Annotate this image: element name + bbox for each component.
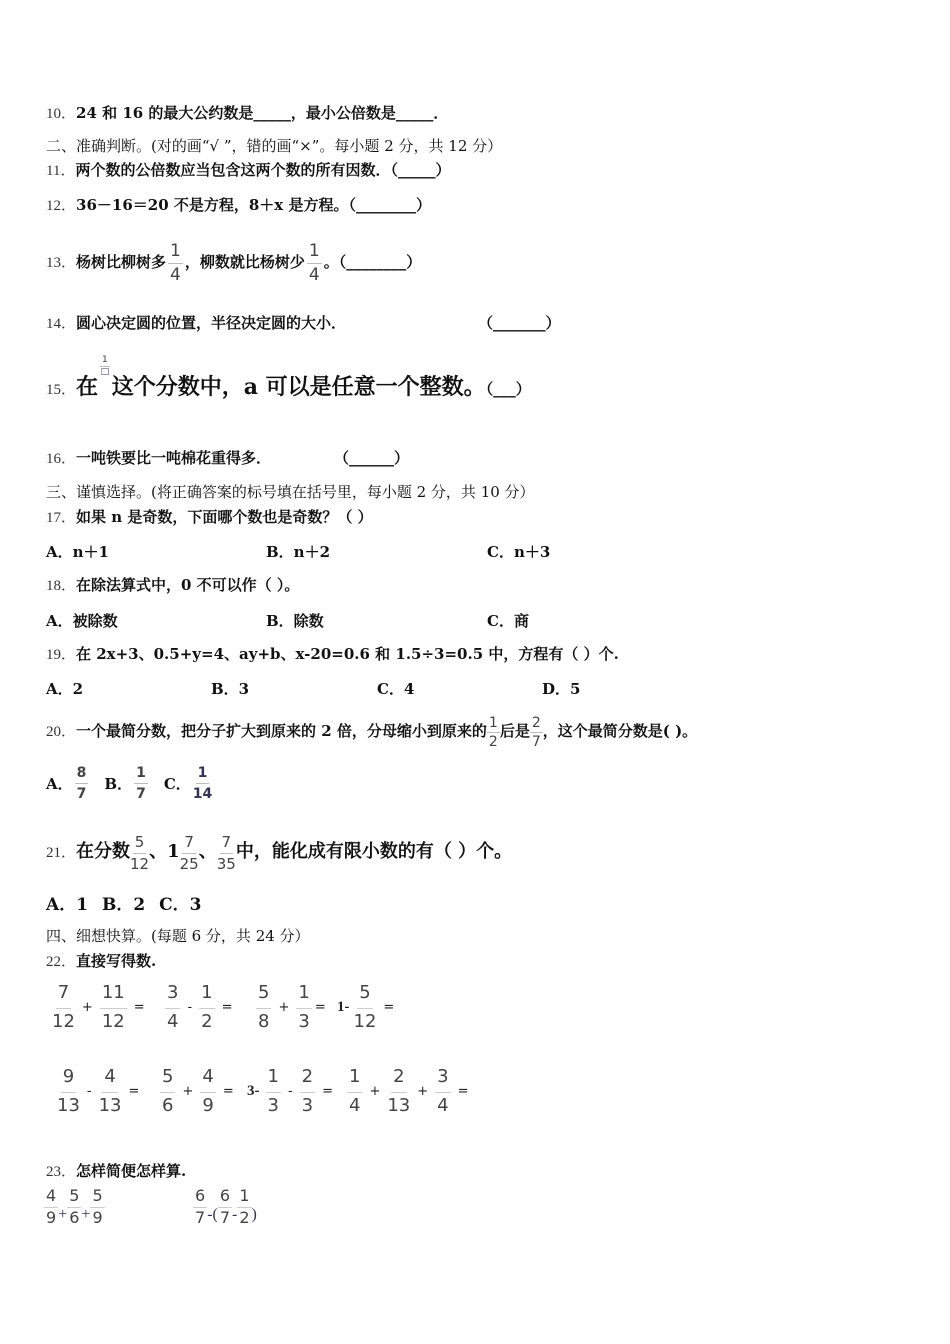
option-c[interactable]: C．n＋3 bbox=[487, 543, 551, 561]
question-text: 两个数的公倍数应当包含这两个数的所有因数．（_____） bbox=[75, 161, 451, 179]
question-number: 13． bbox=[46, 255, 77, 271]
operator: + bbox=[369, 1084, 381, 1099]
fraction bbox=[75, 766, 89, 801]
denominator: 12 bbox=[101, 1011, 125, 1032]
numerator: 1 bbox=[296, 984, 311, 1009]
numerator: 11 bbox=[100, 984, 127, 1009]
question-number: 16． bbox=[46, 451, 77, 467]
option-label: A． bbox=[46, 775, 73, 793]
operator: + bbox=[278, 1000, 290, 1015]
numerator: 4 bbox=[102, 1068, 117, 1093]
question-18 bbox=[46, 575, 299, 596]
denominator: 4 bbox=[170, 264, 181, 285]
fraction bbox=[44, 1188, 58, 1226]
operator: - bbox=[187, 1000, 193, 1015]
operator: - bbox=[232, 1206, 238, 1223]
denominator: 13 bbox=[57, 1095, 80, 1116]
calc-item bbox=[55, 1068, 144, 1115]
fraction bbox=[165, 984, 180, 1031]
question-21 bbox=[46, 824, 512, 880]
operator: - bbox=[287, 1084, 293, 1099]
numerator: 1 bbox=[307, 243, 322, 264]
question-number: 12． bbox=[46, 198, 77, 214]
fraction bbox=[134, 766, 148, 801]
numerator: 5 bbox=[357, 984, 372, 1009]
fraction bbox=[256, 984, 271, 1031]
question-number: 18． bbox=[46, 578, 77, 594]
numerator: 7 bbox=[182, 835, 196, 854]
numerator: 6 bbox=[218, 1188, 232, 1208]
fraction bbox=[90, 1188, 104, 1226]
operator: - bbox=[86, 1084, 92, 1099]
fraction bbox=[193, 1188, 207, 1226]
fraction bbox=[216, 832, 236, 873]
denominator: 9 bbox=[46, 1208, 57, 1227]
answer-blank: （___） bbox=[485, 380, 531, 398]
section-4-title: 四、细想快算。(每题 6 分，共 24 分） bbox=[46, 927, 310, 945]
denominator: 4 bbox=[437, 1095, 449, 1116]
operator: + bbox=[182, 1084, 194, 1099]
equals: = bbox=[383, 1000, 395, 1015]
question-text: 直接写得数. bbox=[76, 952, 157, 970]
numerator: 1 bbox=[266, 1068, 281, 1093]
denominator: 2 bbox=[201, 1011, 213, 1032]
calc-item bbox=[247, 1068, 338, 1115]
denominator: 3 bbox=[267, 1095, 279, 1116]
denominator: 35 bbox=[216, 854, 236, 873]
question-text: 24 和 16 的最大公约数是_____，最小公倍数是_____． bbox=[76, 104, 449, 122]
fraction bbox=[530, 716, 543, 749]
calc-item bbox=[158, 1068, 239, 1115]
equals: = bbox=[221, 1000, 233, 1015]
option-b[interactable]: B．2 bbox=[101, 895, 146, 915]
denominator: 8 bbox=[258, 1011, 270, 1032]
fraction bbox=[99, 1068, 122, 1115]
leading-term: 3- bbox=[247, 1083, 260, 1099]
operator: + bbox=[58, 1206, 68, 1223]
question-number: 21． bbox=[46, 845, 77, 861]
question-text: 圆心决定圆的位置，半径决定圆的大小． bbox=[76, 314, 347, 332]
denominator: □ bbox=[100, 367, 110, 377]
fraction bbox=[160, 1068, 175, 1115]
question-text: 在 bbox=[76, 374, 99, 400]
question-text: 中，能化成有限小数的有（ ）个。 bbox=[235, 841, 513, 862]
calc-item bbox=[345, 1068, 474, 1115]
operator: + bbox=[81, 1206, 91, 1223]
numerator: 1 bbox=[488, 714, 498, 731]
fraction bbox=[218, 1188, 232, 1226]
question-text: 。（________） bbox=[323, 253, 422, 271]
numerator: 5 bbox=[256, 984, 271, 1009]
question-text: 一个最简分数，把分子扩大到原来的 2 倍，分母缩小到原来的 bbox=[76, 722, 487, 740]
denominator: 6 bbox=[69, 1208, 80, 1227]
denominator: 25 bbox=[179, 854, 199, 873]
q20-options bbox=[46, 766, 214, 801]
question-text: 这个分数中，a 可以是任意一个整数。 bbox=[111, 374, 486, 400]
numerator: 9 bbox=[61, 1068, 76, 1093]
denominator: 13 bbox=[387, 1095, 411, 1116]
question-20 bbox=[46, 706, 697, 756]
numerator: 1 bbox=[237, 1188, 251, 1208]
numerator: 2 bbox=[531, 714, 541, 731]
question-text: ，柳数就比杨树少 bbox=[184, 253, 305, 271]
option-c[interactable]: C．4 bbox=[377, 680, 415, 698]
option-a[interactable]: A．1 bbox=[46, 895, 89, 915]
option-a[interactable]: A．被除数 bbox=[46, 612, 118, 630]
numerator: 5 bbox=[160, 1068, 175, 1093]
question-text: 在除法算式中，0 不可以作（ ）。 bbox=[76, 576, 300, 594]
option-a[interactable] bbox=[46, 766, 90, 801]
fraction bbox=[52, 984, 75, 1031]
numerator: 1 bbox=[168, 243, 183, 264]
operator: -( bbox=[207, 1206, 218, 1223]
option-b[interactable] bbox=[104, 766, 149, 801]
question-number: 17． bbox=[46, 510, 77, 526]
question-number: 14． bbox=[46, 316, 77, 332]
question-17 bbox=[46, 507, 373, 528]
question-16 bbox=[46, 448, 410, 469]
option-a[interactable]: A．n＋1 bbox=[46, 543, 109, 561]
question-number: 22． bbox=[46, 954, 77, 970]
question-23 bbox=[46, 1161, 186, 1182]
numerator: 8 bbox=[75, 766, 89, 784]
question-14 bbox=[46, 313, 561, 334]
denominator: 9 bbox=[202, 1095, 214, 1116]
answer-blank: （_______） bbox=[478, 314, 561, 332]
question-number: 20． bbox=[46, 724, 77, 740]
equals: = bbox=[314, 1000, 326, 1015]
fraction bbox=[130, 832, 150, 873]
question-19 bbox=[46, 644, 619, 665]
fraction bbox=[387, 1068, 410, 1115]
denominator: 7 bbox=[76, 786, 87, 802]
numerator: 5 bbox=[133, 835, 147, 854]
calc-item bbox=[337, 984, 399, 1031]
section-2-title: 二、准确判断。(对的画“√ ”，错的画“×”。每小题 2 分，共 12 分） bbox=[46, 137, 503, 155]
simplify-expression-2 bbox=[193, 1188, 257, 1226]
fraction bbox=[307, 240, 322, 285]
option-label: B． bbox=[104, 775, 133, 793]
numerator: 4 bbox=[44, 1188, 58, 1208]
calc-item bbox=[254, 984, 331, 1031]
question-text: 杨树比柳树多 bbox=[76, 253, 167, 271]
fraction bbox=[347, 1068, 362, 1115]
option-c[interactable] bbox=[164, 766, 214, 801]
numerator: 6 bbox=[193, 1188, 207, 1208]
fraction bbox=[237, 1188, 251, 1226]
question-number: 19． bbox=[46, 647, 77, 663]
question-text: 一吨铁要比一吨棉花重得多． bbox=[76, 449, 272, 467]
numerator: 5 bbox=[90, 1188, 104, 1208]
question-13 bbox=[46, 232, 421, 292]
denominator: 7 bbox=[136, 786, 146, 802]
option-c[interactable]: C．3 bbox=[159, 895, 202, 915]
operator: + bbox=[417, 1084, 429, 1099]
fraction bbox=[168, 240, 183, 285]
fraction bbox=[300, 1068, 315, 1115]
question-text: 后是 bbox=[499, 722, 530, 740]
question-22 bbox=[46, 951, 156, 972]
option-c[interactable]: C．商 bbox=[487, 612, 529, 630]
question-10 bbox=[46, 103, 448, 124]
numerator: 3 bbox=[435, 1068, 450, 1093]
question-text: 、 bbox=[198, 841, 217, 862]
option-a[interactable]: A．2 bbox=[46, 680, 84, 698]
question-number: 11． bbox=[46, 163, 76, 179]
leading-term: 1- bbox=[337, 999, 350, 1015]
denominator: 3 bbox=[298, 1011, 310, 1032]
question-11 bbox=[46, 160, 450, 181]
numerator: 1 bbox=[347, 1068, 362, 1093]
fraction bbox=[67, 1188, 81, 1226]
question-text: ，这个最简分数是( )。 bbox=[542, 722, 698, 740]
equals: = bbox=[133, 1000, 145, 1015]
option-d[interactable]: D．5 bbox=[542, 680, 581, 698]
numerator: 4 bbox=[200, 1068, 215, 1093]
denominator: 6 bbox=[162, 1095, 174, 1116]
question-text: 如果 n 是奇数，下面哪个数也是奇数？（ ） bbox=[76, 508, 373, 526]
denominator: 4 bbox=[167, 1011, 179, 1032]
equals: = bbox=[457, 1084, 469, 1099]
question-number: 10． bbox=[46, 106, 77, 122]
numerator: 3 bbox=[165, 984, 180, 1009]
fraction bbox=[100, 984, 127, 1031]
operator: + bbox=[81, 1000, 93, 1015]
option-b[interactable]: B．n＋2 bbox=[266, 543, 331, 561]
fraction bbox=[193, 766, 212, 801]
denominator: 12 bbox=[52, 1011, 75, 1032]
option-b[interactable]: B．除数 bbox=[266, 612, 324, 630]
numerator: 2 bbox=[391, 1068, 406, 1093]
question-text: 在分数 bbox=[76, 841, 131, 862]
fraction bbox=[435, 1068, 450, 1115]
fraction bbox=[266, 1068, 281, 1115]
denominator: 4 bbox=[308, 264, 320, 285]
question-15 bbox=[46, 355, 531, 412]
fraction bbox=[354, 984, 377, 1031]
denominator: 2 bbox=[239, 1208, 250, 1227]
option-label: C． bbox=[163, 775, 191, 793]
denominator: 7 bbox=[531, 733, 541, 750]
denominator: 12 bbox=[130, 854, 150, 873]
question-12 bbox=[46, 195, 431, 216]
question-text: 36－16＝20 不是方程，8＋x 是方程。（________） bbox=[76, 196, 431, 214]
denominator: 14 bbox=[192, 786, 213, 802]
close-paren: ) bbox=[251, 1206, 257, 1223]
fraction bbox=[57, 1068, 80, 1115]
fraction bbox=[200, 1068, 215, 1115]
option-b[interactable]: B．3 bbox=[211, 680, 250, 698]
denominator: 13 bbox=[98, 1095, 122, 1116]
q21-options bbox=[46, 890, 201, 915]
equals: = bbox=[222, 1084, 234, 1099]
numerator: 1 bbox=[199, 984, 214, 1009]
fraction bbox=[199, 984, 214, 1031]
denominator: 7 bbox=[195, 1208, 206, 1227]
simplify-expression-1 bbox=[44, 1188, 105, 1226]
denominator: 3 bbox=[301, 1095, 314, 1116]
denominator: 7 bbox=[219, 1208, 231, 1227]
denominator: 9 bbox=[92, 1208, 103, 1227]
denominator: 2 bbox=[488, 733, 498, 750]
numerator: 7 bbox=[220, 835, 234, 854]
numerator: 7 bbox=[56, 984, 71, 1009]
calc-item bbox=[50, 984, 150, 1031]
fraction bbox=[296, 984, 311, 1031]
question-text: 怎样简便怎样算. bbox=[76, 1162, 187, 1180]
section-3-title: 三、谨慎选择。(将正确答案的标号填在括号里，每小题 2 分，共 10 分） bbox=[46, 483, 535, 501]
denominator: 4 bbox=[349, 1095, 361, 1116]
fraction bbox=[100, 356, 110, 377]
numerator: 5 bbox=[67, 1188, 81, 1208]
question-number: 15． bbox=[46, 382, 77, 398]
question-number: 23． bbox=[46, 1164, 77, 1180]
numerator: 1 bbox=[134, 766, 148, 784]
calc-item bbox=[163, 984, 238, 1031]
numerator: 2 bbox=[300, 1068, 315, 1093]
numerator: 1 bbox=[102, 355, 108, 365]
numerator: 1 bbox=[196, 766, 210, 784]
fraction bbox=[179, 832, 199, 873]
equals: = bbox=[322, 1084, 334, 1099]
question-text: 、1 bbox=[149, 841, 180, 862]
question-text: 在 2x+3、0.5+y=4、ay+b、x-20=0.6 和 1.5÷3=0.5 中，方程有（ ）个. bbox=[76, 645, 619, 663]
fraction bbox=[487, 716, 500, 749]
denominator: 12 bbox=[353, 1011, 377, 1032]
equals: = bbox=[128, 1084, 140, 1099]
answer-blank: （______） bbox=[334, 449, 410, 467]
